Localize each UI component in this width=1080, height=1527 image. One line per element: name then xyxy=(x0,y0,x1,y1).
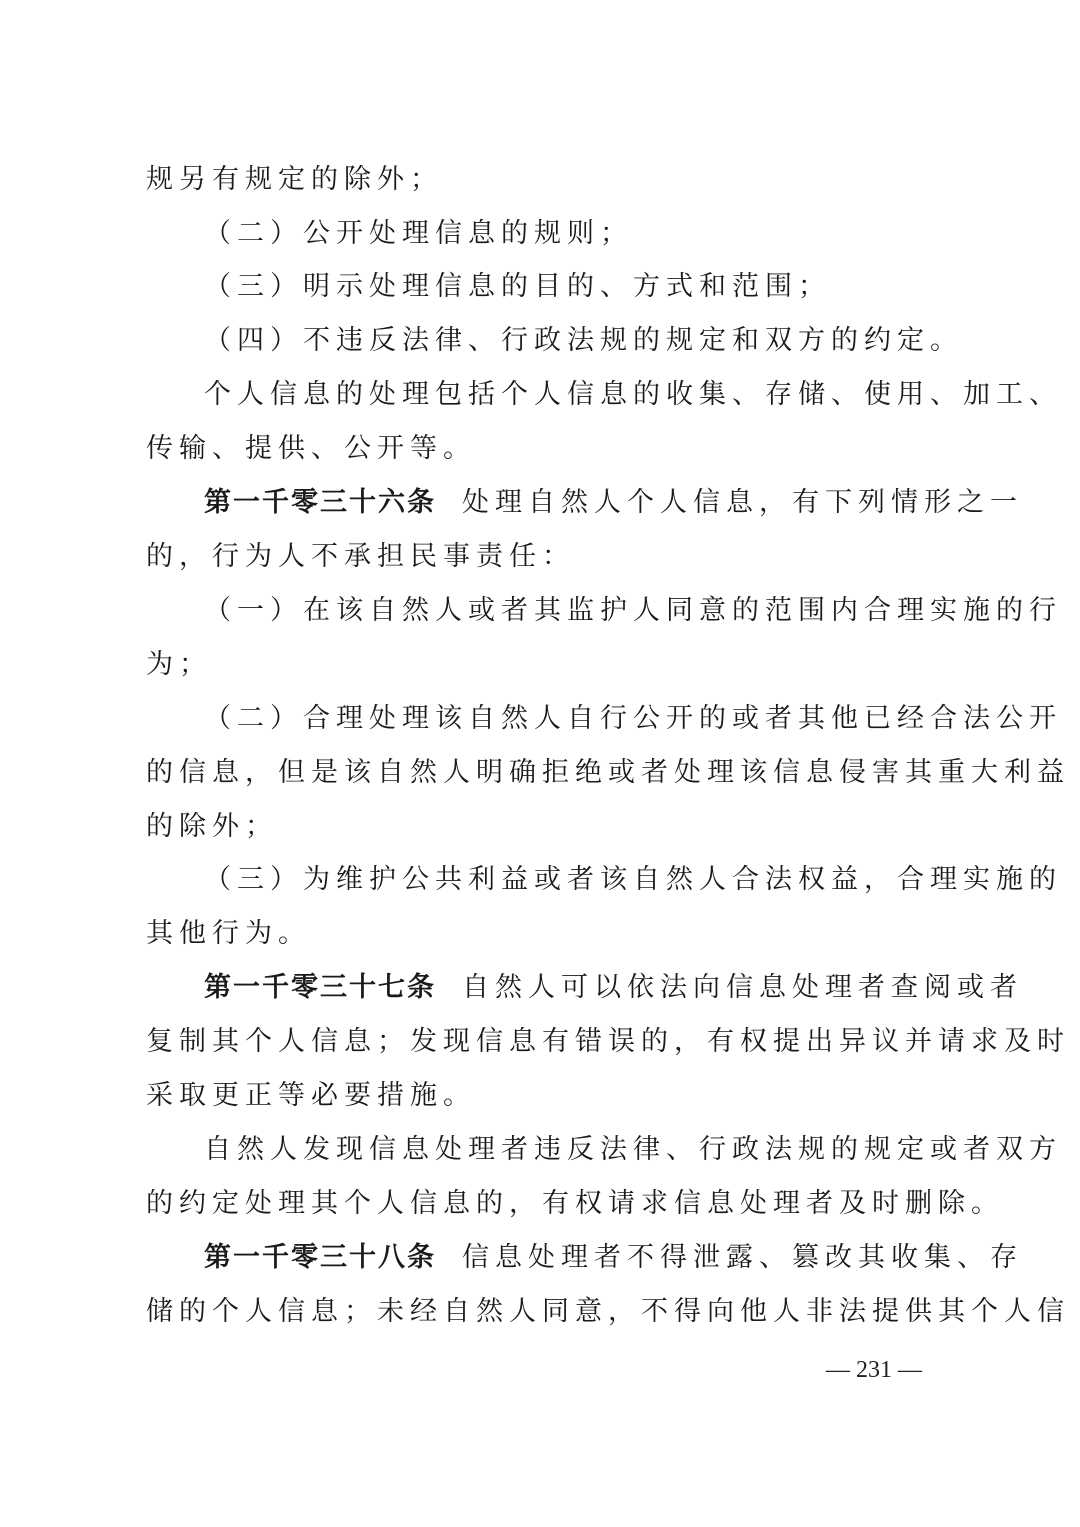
article-first-line xyxy=(204,970,1023,1006)
article-heading: 第一千零三十六条 xyxy=(204,487,436,518)
article-heading: 第一千零三十八条 xyxy=(204,1242,436,1273)
list-item: （三）为维护公共利益或者该自然人合法权益，合理实施的 xyxy=(204,864,1062,895)
list-item: （四）不违反法律、行政法规的规定和双方的约定。 xyxy=(204,325,963,356)
article-first-line xyxy=(204,485,1023,521)
text-line: 传输、提供、公开等。 xyxy=(146,433,476,464)
list-item: （三）明示处理信息的目的、方式和范围； xyxy=(204,271,831,302)
article-text: 处理自然人个人信息，有下列情形之一 xyxy=(462,487,1023,518)
text-line: 其他行为。 xyxy=(146,918,311,949)
text-line: 采取更正等必要措施。 xyxy=(146,1080,476,1111)
article-text: 自然人可以依法向信息处理者查阅或者 xyxy=(462,972,1023,1003)
text-line: 个人信息的处理包括个人信息的收集、存储、使用、加工、 xyxy=(204,379,1062,410)
text-line: 的除外； xyxy=(146,811,278,842)
text-line: 的，行为人不承担民事责任： xyxy=(146,541,575,572)
article-heading: 第一千零三十七条 xyxy=(204,972,436,1003)
page-number: — 231 — xyxy=(826,1357,922,1383)
text-line: 自然人发现信息处理者违反法律、行政法规的规定或者双方 xyxy=(204,1134,1062,1165)
text-line: 储的个人信息；未经自然人同意，不得向他人非法提供其个人信 xyxy=(146,1296,1070,1327)
text-line: 的信息，但是该自然人明确拒绝或者处理该信息侵害其重大利益 xyxy=(146,757,1070,788)
list-item: （二）公开处理信息的规则； xyxy=(204,218,633,249)
text-line: 复制其个人信息；发现信息有错误的，有权提出异议并请求及时 xyxy=(146,1026,1070,1057)
text-line: 为； xyxy=(146,649,212,680)
list-item: （二）合理处理该自然人自行公开的或者其他已经合法公开 xyxy=(204,703,1062,734)
text-line: 的约定处理其个人信息的，有权请求信息处理者及时删除。 xyxy=(146,1188,1004,1219)
text-line: 规另有规定的除外； xyxy=(146,164,443,195)
article-text: 信息处理者不得泄露、篡改其收集、存 xyxy=(462,1242,1023,1273)
article-first-line xyxy=(204,1240,1023,1276)
list-item: （一）在该自然人或者其监护人同意的范围内合理实施的行 xyxy=(204,595,1062,626)
